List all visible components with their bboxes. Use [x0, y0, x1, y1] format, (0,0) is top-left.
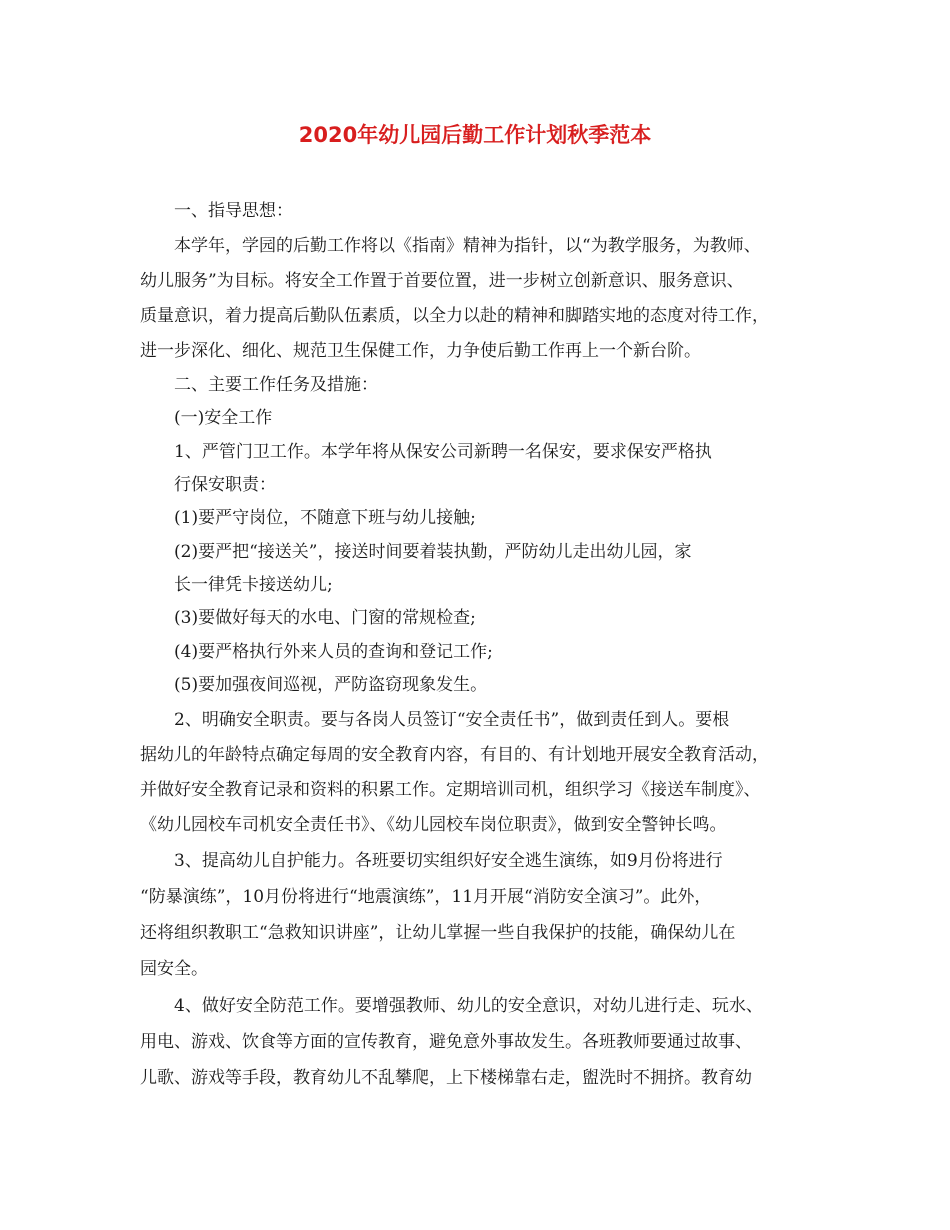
- paragraph-line: 质量意识，着力提高后勤队伍素质，以全力以赴的精神和脚踏实地的态度对待工作，: [140, 306, 769, 326]
- list-item: 长一律凭卡接送幼儿;: [174, 575, 333, 595]
- heading-main-tasks: 二、主要工作任务及措施：: [174, 375, 378, 395]
- paragraph-line: 并做好安全教育记录和资料的积累工作。定期培训司机，组织学习《接送车制度》、: [140, 780, 761, 800]
- paragraph-line: 儿歌、游戏等手段，教育幼儿不乱攀爬，上下楼梯靠右走，盥洗时不拥挤。教育幼: [140, 1068, 752, 1088]
- paragraph-line: 幼儿服务”为目标。将安全工作置于首要位置，进一步树立创新意识、服务意识、: [140, 271, 744, 291]
- paragraph-line: 3、提高幼儿自护能力。各班要切实组织好安全逃生演练，如9月份将进行: [174, 851, 723, 871]
- paragraph-line: 还将组织教职工“急救知识讲座”，让幼儿掌握一些自我保护的技能，确保幼儿在: [140, 923, 736, 943]
- paragraph-line: 《幼儿园校车司机安全责任书》、《幼儿园校车岗位职责》，做到安全警钟长鸣。: [140, 815, 727, 835]
- paragraph-line: 4、做好安全防范工作。要增强教师、幼儿的安全意识，对幼儿进行走、玩水、: [174, 996, 763, 1016]
- list-item: (1)要严守岗位，不随意下班与幼儿接触;: [174, 508, 476, 528]
- paragraph-line: 用电、游戏、饮食等方面的宣传教育，避免意外事故发生。各班教师要通过故事、: [140, 1032, 752, 1052]
- paragraph-line: 进一步深化、细化、规范卫生保健工作，力争使后勤工作再上一个新台阶。: [140, 341, 701, 361]
- heading-guiding-thought: 一、指导思想：: [174, 201, 293, 221]
- list-item: (5)要加强夜间巡视，严防盗窃现象发生。: [174, 675, 488, 695]
- paragraph-line: 行保安职责：: [174, 475, 276, 495]
- paragraph-line: 园安全。: [140, 959, 208, 979]
- paragraph-line: 本学年，学园的后勤工作将以《指南》精神为指针，以“为教学服务，为教师、: [174, 236, 761, 256]
- list-item: (2)要严把“接送关”，接送时间要着装执勤，严防幼儿走出幼儿园，家: [174, 542, 692, 562]
- document-title: 2020年幼儿园后勤工作计划秋季范本: [298, 123, 652, 147]
- list-item: (3)要做好每天的水电、门窗的常规检查;: [174, 608, 476, 628]
- heading-safety-work: (一)安全工作: [174, 408, 273, 428]
- list-item: (4)要严格执行外来人员的查询和登记工作;: [174, 642, 493, 662]
- paragraph-line: 2、明确安全职责。要与各岗人员签订“安全责任书”，做到责任到人。要根: [174, 710, 730, 730]
- paragraph-line: “防暴演练”，10月份将进行“地震演练”，11月开展“消防安全演习”。此外，: [140, 887, 712, 907]
- paragraph-line: 据幼儿的年龄特点确定每周的安全教育内容，有目的、有计划地开展安全教育活动，: [140, 745, 769, 765]
- paragraph-line: 1、严管门卫工作。本学年将从保安公司新聘一名保安，要求保安严格执: [174, 442, 712, 462]
